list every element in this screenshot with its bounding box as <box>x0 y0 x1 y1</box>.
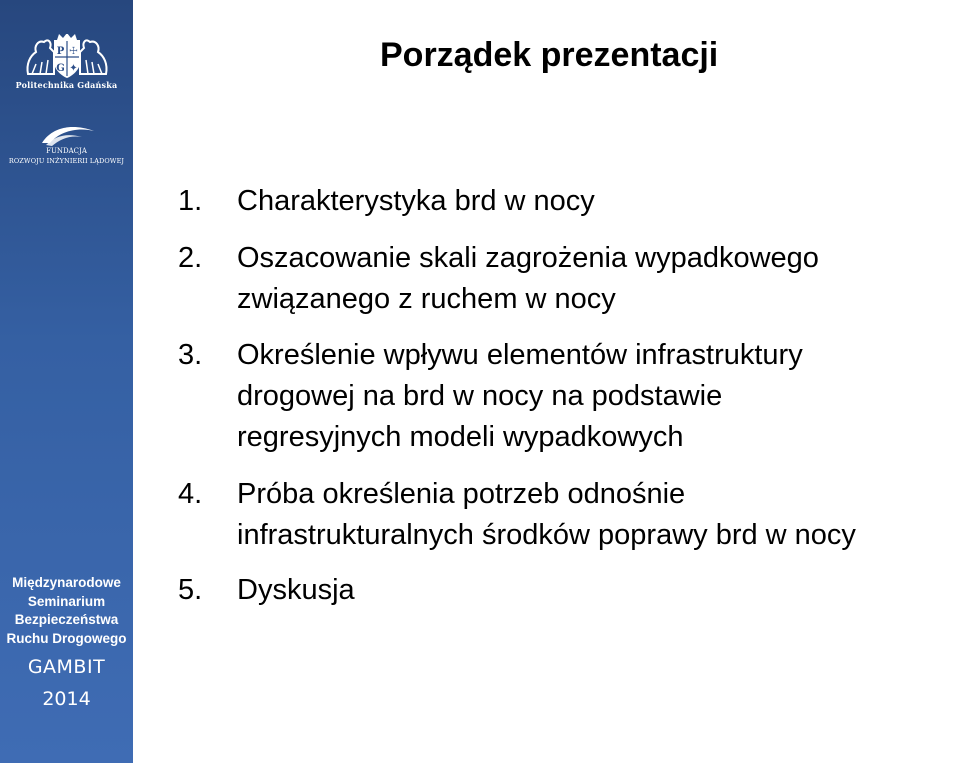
agenda-item-number: 3. <box>178 339 203 371</box>
agenda-item-number: 1. <box>178 185 203 217</box>
crest-letters <box>24 34 110 80</box>
agenda-item-text: Dyskusja <box>237 574 355 606</box>
agenda-item <box>178 335 960 458</box>
seminar-name <box>0 574 133 648</box>
crest-star-glyph: ✦ <box>69 63 78 74</box>
agenda-item <box>178 181 960 222</box>
seminar-line: Bezpieczeństwa <box>14 612 119 627</box>
foundation-title: FUNDACJA <box>46 147 87 155</box>
crest-cross-glyph: ☩ <box>69 46 78 57</box>
event-year: 2014 <box>42 688 91 710</box>
seminar-line: Ruchu Drogowego <box>6 630 127 646</box>
event-name: GAMBIT <box>27 656 106 678</box>
fundacja-swoosh-icon <box>38 121 98 147</box>
agenda-item-number: 2. <box>178 242 203 274</box>
crest-letter-p: P <box>56 46 65 57</box>
agenda-item-number: 5. <box>178 574 203 606</box>
agenda-item-text: Oszacowanie skali zagrożenia wypadkowego związanego z ruchem w nocy <box>237 242 819 315</box>
sidebar <box>0 0 133 763</box>
agenda-item <box>178 474 960 556</box>
crest-letter-g: G <box>56 63 65 74</box>
seminar-line: Seminarium <box>27 593 106 609</box>
page-title: Porządek prezentacji <box>380 36 719 74</box>
agenda-item-text: Próba określenia potrzeb odnośnie infrastrukturalnych środków poprawy brd w nocy <box>237 478 856 551</box>
agenda-item-text: Określenie wpływu elementów infrastruktury drogowej na brd w nocy na podstawie regresyjnych modeli wypadkowych <box>237 339 803 453</box>
agenda-item <box>178 570 960 611</box>
foundation-subtitle: ROZWOJU INŻYNIERII LĄDOWEJ <box>8 157 125 165</box>
university-name: Politechnika Gdańska <box>15 80 118 90</box>
agenda-item-text: Charakterystyka brd w nocy <box>237 185 595 217</box>
seminar-line: Międzynarodowe <box>12 575 121 590</box>
agenda-item-number: 4. <box>178 478 203 510</box>
agenda-item <box>178 238 960 320</box>
